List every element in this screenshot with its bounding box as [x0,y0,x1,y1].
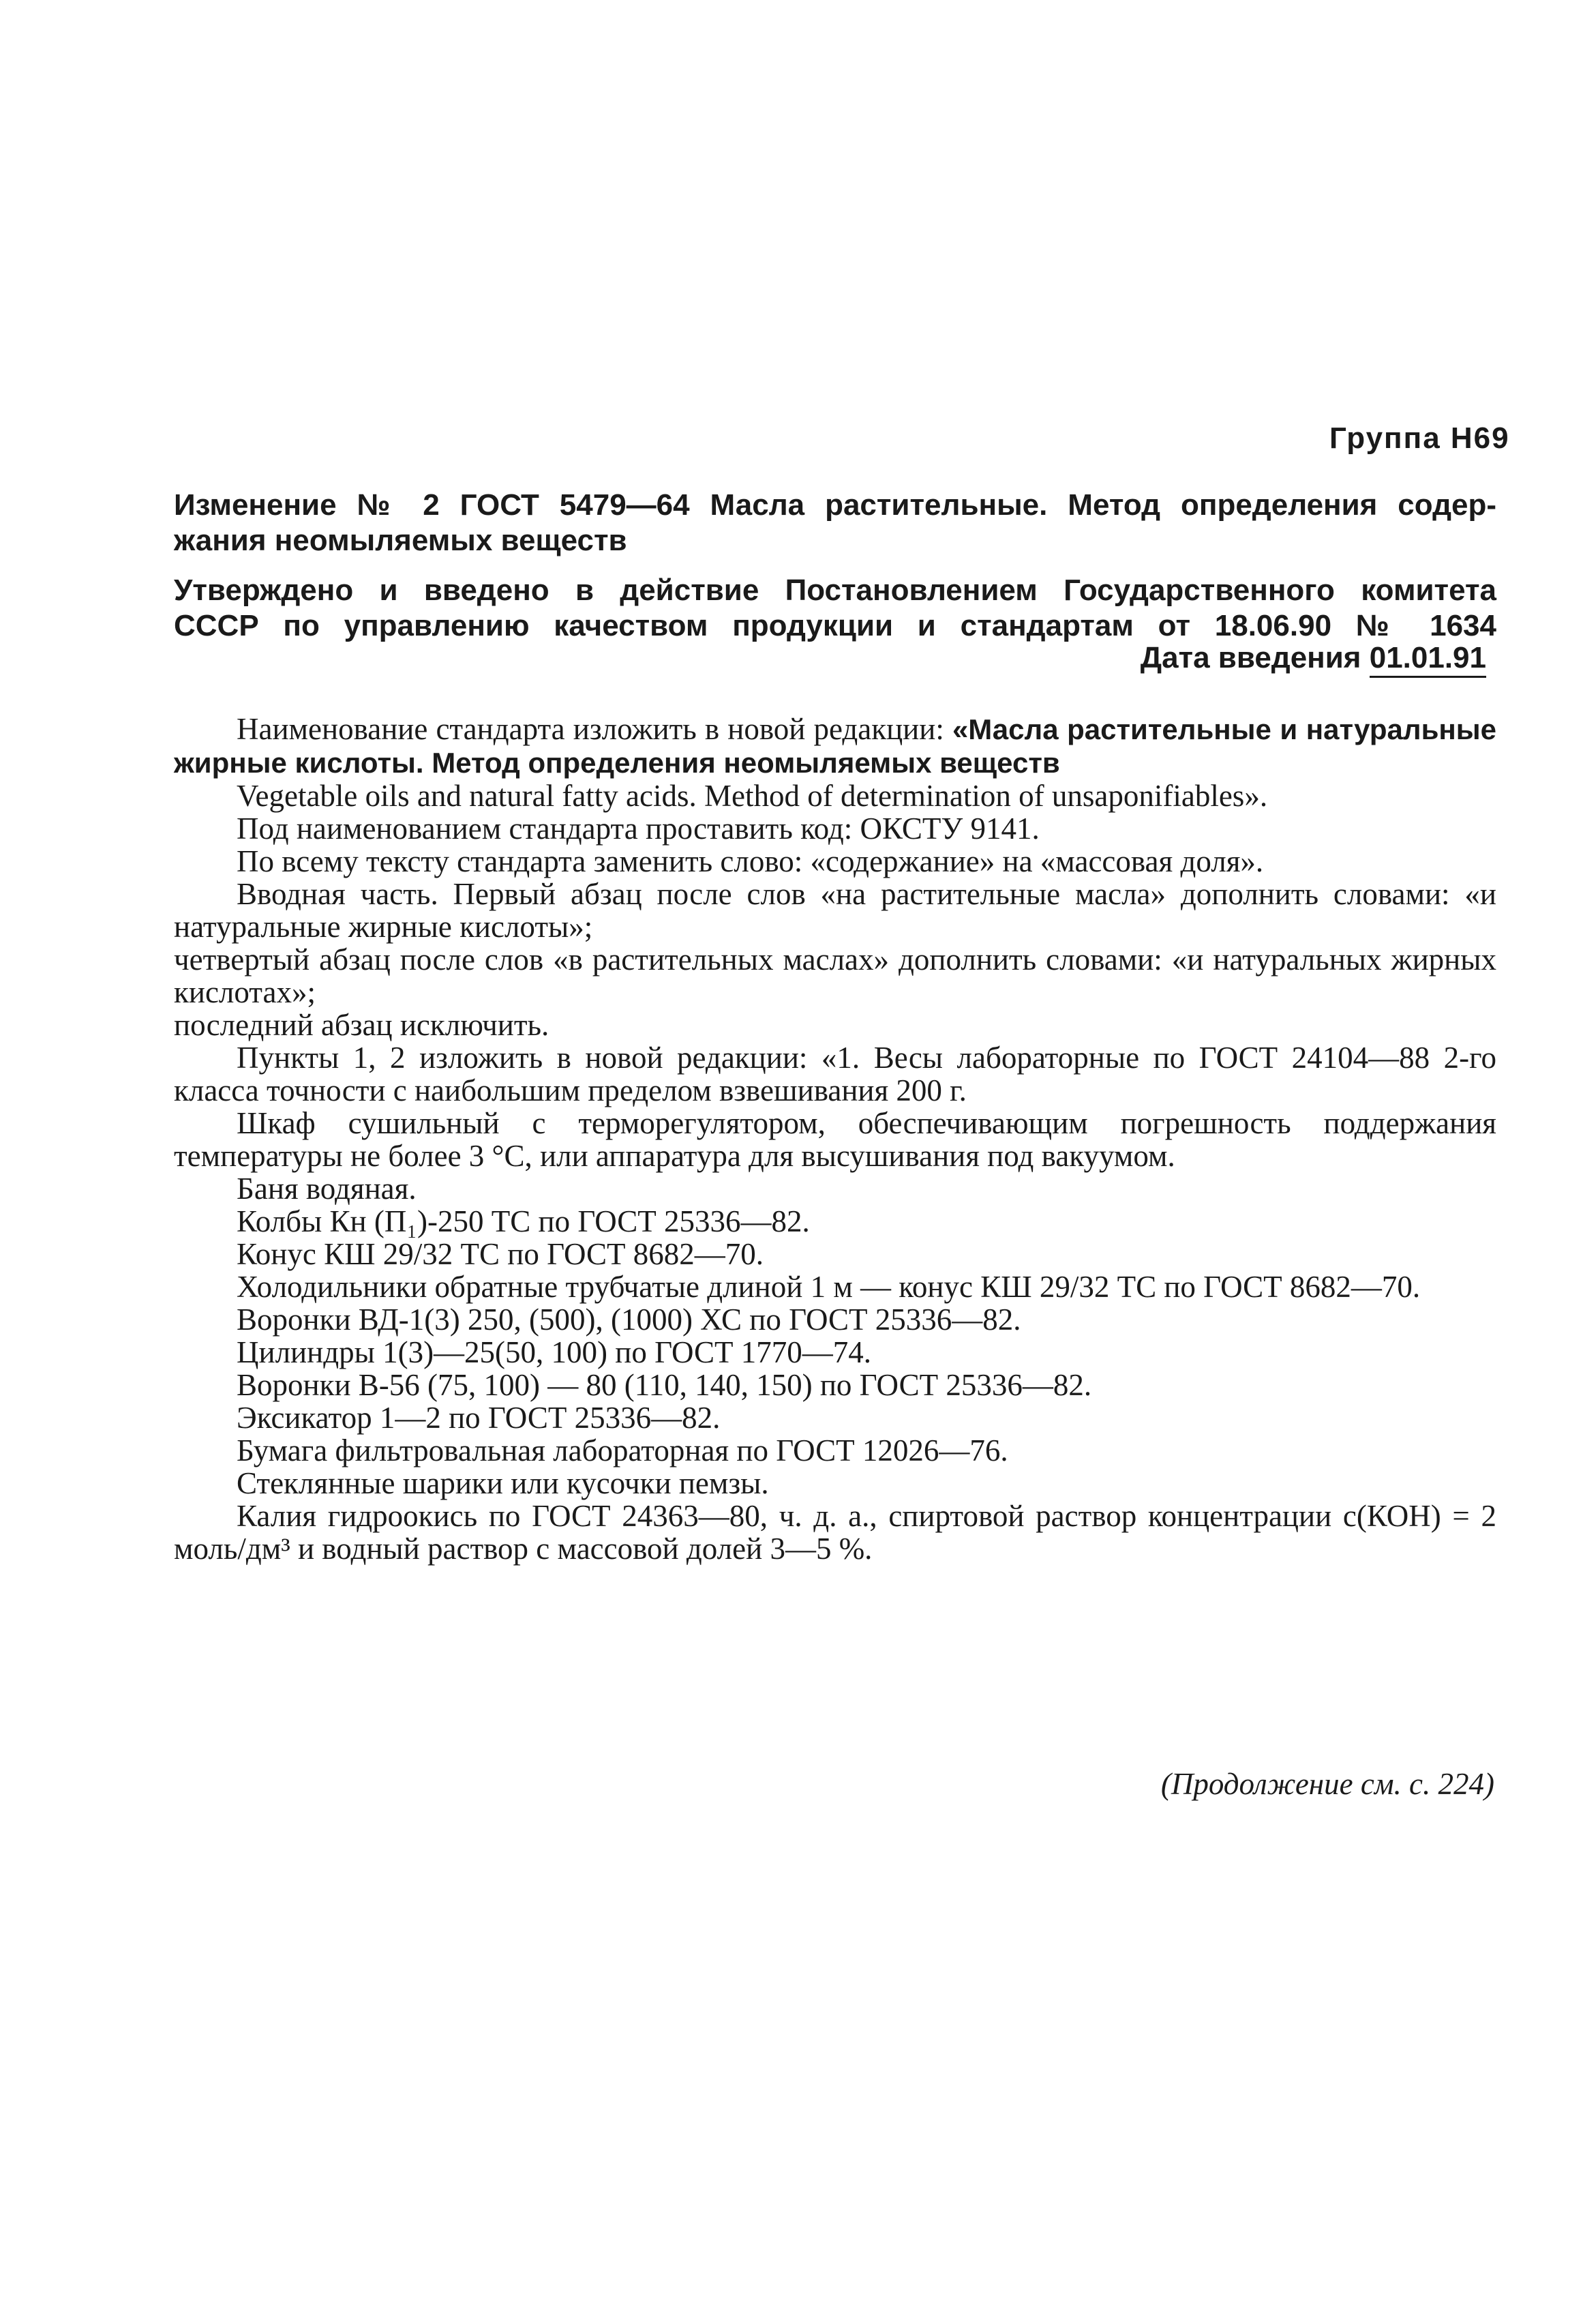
new-standard-title: «Масла растительные и натуральные жирные кислоты. Метод определения неомыляемых веществ [174,713,1496,779]
introduction-date-label: Дата введения [1140,641,1361,674]
change-title [174,488,1496,558]
paragraph-drying-cabinet: Шкаф сушильный с терморегулятором, обеспечивающим погрешность поддержания температуры не более 3 °С, или аппаратура для высушивания под вакуумом. [174,1106,1496,1173]
list-item: Холодильники обратные трубчатые длиной 1 м — конус КШ 29/32 ТС по ГОСТ 8682—70. [237,1270,1421,1304]
change-title-line-1: Изменение № 2 ГОСТ 5479—64 Масла растительные. Метод определения содер- [174,488,1496,522]
paragraph-english-title: Vegetable oils and natural fatty acids. Method of determination of unsaponifiables». [237,779,1268,813]
paragraph-title-change-lead: Наименование стандарта изложить в новой редакции: [237,712,952,746]
introduction-date [1104,641,1486,675]
approval-statement [174,573,1496,644]
list-item: Калия гидроокись по ГОСТ 24363—80, ч. д. а., спиртовой раствор концентрации с(КОН) = 2 моль/дм³ и водный раствор с массовой долей 3—5 %. [174,1499,1496,1566]
paragraph-okstu-code: Под наименованием стандарта проставить код: ОКСТУ 9141. [237,811,1040,846]
list-item: Стеклянные шарики или кусочки пемзы. [237,1466,769,1500]
change-title-line-2: жания неомыляемых веществ [174,524,627,557]
list-item: Цилиндры 1(3)—25(50, 100) по ГОСТ 1770—74. [237,1335,872,1369]
list-item: Эксикатор 1—2 по ГОСТ 25336—82. [237,1401,721,1435]
document-body [174,713,1496,1565]
paragraph-introduction-first: Вводная часть. Первый абзац после слов «на растительные масла» дополнить словами: «и натуральные жирные кислоты»; [174,877,1496,944]
introduction-date-value: 01.01.91 [1370,641,1486,678]
list-item: Воронки В-56 (75, 100) — 80 (110, 140, 150) по ГОСТ 25336—82. [237,1368,1092,1402]
list-item: Баня водяная. [237,1172,417,1206]
group-code: Группа Н69 [1329,421,1510,455]
list-item: Бумага фильтровальная лабораторная по ГОСТ 12026—76. [237,1433,1008,1468]
list-item: Конус КШ 29/32 ТС по ГОСТ 8682—70. [237,1237,764,1271]
approval-line-1: Утверждено и введено в действие Постановлением Государственного комитета [174,573,1496,607]
paragraph-title-change [174,713,1496,779]
list-item: Колбы Кн (П₁)-250 ТС по ГОСТ 25336—82. [237,1204,810,1238]
paragraph-word-replacement: По всему тексту стандарта заменить слово: «содержание» на «массовая доля». [237,844,1264,878]
paragraph-introduction-fourth: четвертый абзац после слов «в растительных маслах» дополнить словами: «и натуральных жирных кислотах»; [174,942,1496,1009]
continuation-note: (Продолжение см. с. 224) [1160,1767,1494,1801]
paragraph-introduction-last: последний абзац исключить. [174,1008,549,1042]
list-item: Воронки ВД-1(3) 250, (500), (1000) ХС по ГОСТ 25336—82. [237,1302,1021,1337]
approval-line-2: СССР по управлению качеством продукции и стандартам от 18.06.90 № 1634 [174,609,1496,642]
paragraph-items-1-2: Пункты 1, 2 изложить в новой редакции: «1. Весы лабораторные по ГОСТ 24104—88 2-го класса точности с наибольшим пределом взвешивания 200 г. [174,1041,1496,1107]
